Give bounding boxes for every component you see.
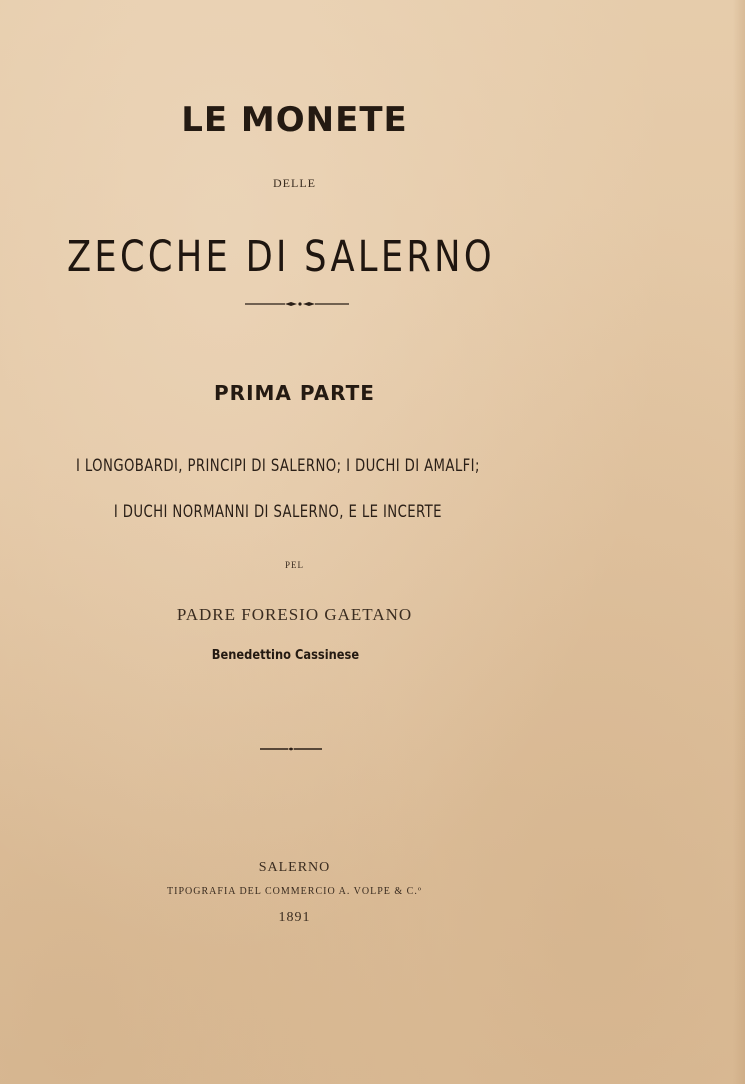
ornament-divider-bottom [260, 746, 322, 752]
printer-name: TIPOGRAFIA DEL COMMERCIO A. VOLPE & C.º [167, 886, 422, 897]
author-order: Benedettino Cassinese [211, 648, 360, 663]
part-heading: PRIMA PARTE [214, 381, 375, 405]
publication-city: SALERNO [258, 860, 331, 875]
ornament-divider-top [245, 300, 349, 308]
subtitle-line-2: I DUCHI NORMANNI DI SALERNO, E LE INCERTE [113, 502, 442, 522]
page-edge-shadow [733, 0, 745, 1084]
by-label: PEL [284, 560, 304, 570]
subtitle-line-1: I LONGOBARDI, PRINCIPI DI SALERNO; I DUCHI DI AMALFI; [75, 456, 480, 476]
title-connector: DELLE [273, 176, 316, 190]
title-line-2: ZECCHE DI SALERNO [66, 232, 495, 282]
title-line-1: LE MONETE [181, 100, 408, 140]
publication-year: 1891 [278, 910, 311, 925]
author-name: PADRE FORESIO GAETANO [176, 605, 413, 624]
